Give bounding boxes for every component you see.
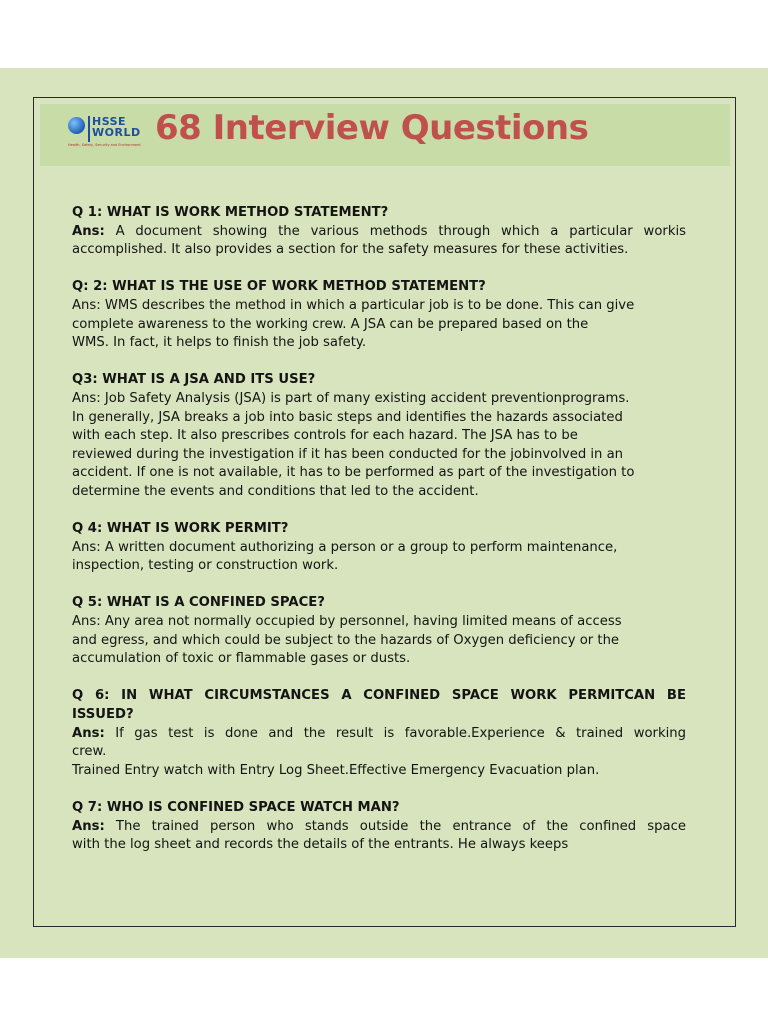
- answer-line: inspection, testing or construction work.: [72, 558, 339, 574]
- question-4: Q 4: WHAT IS WORK PERMIT?: [72, 521, 289, 537]
- answer-6-line-1: [72, 725, 686, 744]
- question-2: Q: 2: WHAT IS THE USE OF WORK METHOD STATEMENT?: [72, 279, 486, 295]
- answer-text: A document showing the various methods through which a particular workis: [104, 223, 686, 239]
- answer-line: with each step. It also prescribes controls for each hazard. The JSA has to be: [72, 428, 578, 444]
- answer-line: determine the events and conditions that led to the accident.: [72, 483, 479, 499]
- answer-6-line-3: Trained Entry watch with Entry Log Sheet.Effective Emergency Evacuation plan.: [72, 762, 600, 778]
- answer-text: The trained person who stands outside the entrance of the confined space: [104, 818, 686, 834]
- qa-item-6: [72, 687, 686, 780]
- question-5: Q 5: WHAT IS A CONFINED SPACE?: [72, 595, 325, 611]
- qa-item-1: [72, 204, 686, 260]
- answer-label: Ans:: [72, 223, 105, 239]
- qa-content: [72, 204, 686, 873]
- logo-word-hsse: HSSE: [92, 115, 127, 128]
- answer-line: accumulation of toxic or flammable gases or dusts.: [72, 651, 411, 667]
- qa-item-7: [72, 799, 686, 855]
- answer-line: complete awareness to the working crew. A JSA can be prepared based on the: [72, 316, 589, 332]
- answer-line: and egress, and which could be subject to the hazards of Oxygen deficiency or the: [72, 632, 620, 648]
- answer-1-line-1: [72, 223, 686, 242]
- qa-item-5: [72, 594, 686, 668]
- answer-line: In generally, JSA breaks a job into basic steps and identifies the hazards associated: [72, 409, 623, 425]
- question-6-line-2: ISSUED?: [72, 707, 134, 723]
- question-6-line-1: Q 6: IN WHAT CIRCUMSTANCES A CONFINED SPACE WORK PERMITCAN BE: [72, 688, 686, 704]
- answer-line: Ans: WMS describes the method in which a particular job is to be done. This can give: [72, 297, 635, 313]
- question-1: Q 1: WHAT IS WORK METHOD STATEMENT?: [72, 205, 389, 220]
- question-7: Q 7: WHO IS CONFINED SPACE WATCH MAN?: [72, 800, 400, 815]
- answer-label: Ans:: [72, 725, 105, 741]
- answer-line: accident. If one is not available, it has to be performed as part of the investigation to: [72, 465, 635, 481]
- answer-line: Ans: A written document authorizing a person or a group to perform maintenance,: [72, 539, 618, 555]
- globe-icon: [68, 117, 85, 134]
- logo-word-world: WORLD: [92, 126, 141, 139]
- answer-6-line-2: crew.: [72, 744, 107, 760]
- question-3: Q3: WHAT IS A JSA AND ITS USE?: [72, 372, 316, 388]
- qa-item-4: [72, 520, 686, 576]
- answer-line: reviewed during the investigation if it has been conducted for the jobinvolved in an: [72, 446, 624, 462]
- qa-item-3: [72, 371, 686, 501]
- answer-line: Ans: Job Safety Analysis (JSA) is part of many existing accident preventionprograms.: [72, 390, 630, 406]
- answer-line: WMS. In fact, it helps to finish the job safety.: [72, 335, 367, 351]
- answer-7-line-2: with the log sheet and records the details of the entrants. He always keeps: [72, 837, 569, 853]
- answer-line: Ans: Any area not normally occupied by personnel, having limited means of access: [72, 614, 622, 630]
- answer-1-line-2: accomplished. It also provides a section for the safety measures for these activities.: [72, 242, 629, 258]
- answer-7-line-1: [72, 818, 686, 837]
- qa-item-2: [72, 278, 686, 352]
- answer-text: If gas test is done and the result is favorable.Experience & trained working: [104, 725, 686, 741]
- logo-tagline: Health, Safety, Security and Environment: [68, 143, 141, 147]
- answer-label: Ans:: [72, 818, 105, 834]
- logo-divider: [88, 116, 90, 142]
- hsse-world-logo: [68, 114, 140, 150]
- page-title: 68 Interview Questions: [155, 108, 589, 148]
